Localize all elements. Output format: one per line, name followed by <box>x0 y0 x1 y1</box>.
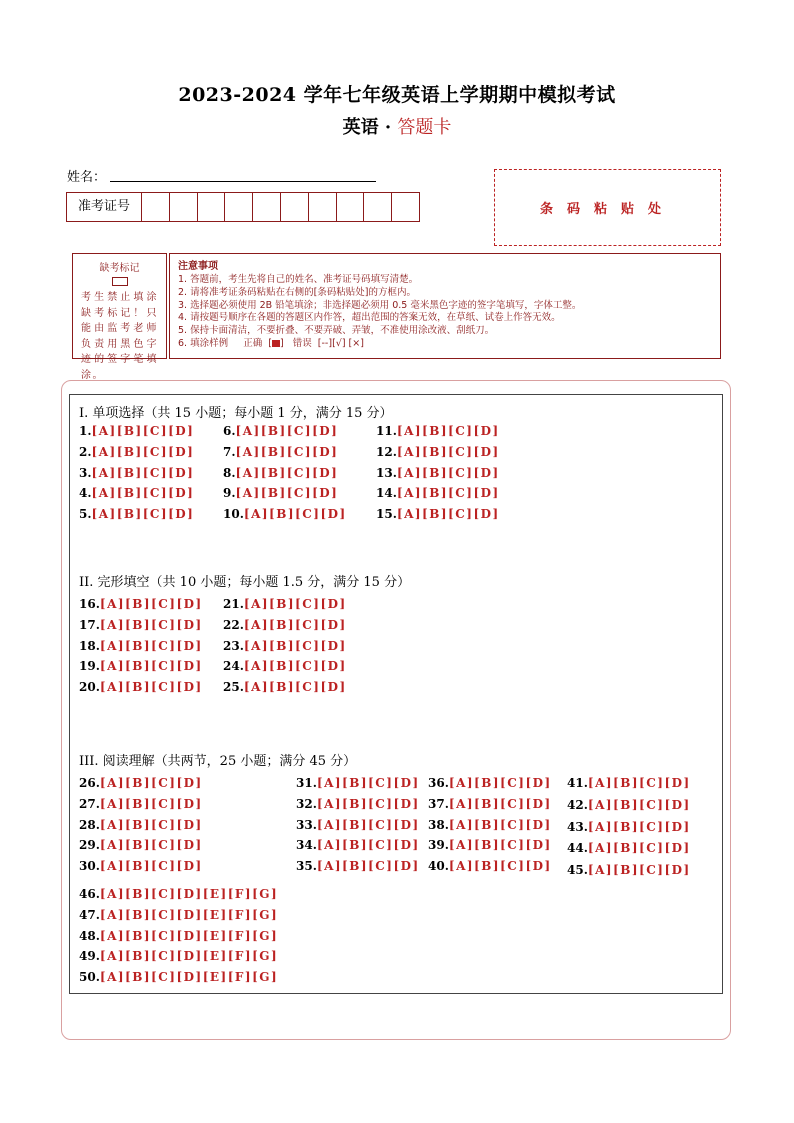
answer-options[interactable]: [A][B][C][D] <box>91 507 195 522</box>
question-item[interactable] <box>376 507 500 521</box>
subtitle-sep: · <box>378 117 398 138</box>
exam-number-cell[interactable] <box>392 193 419 221</box>
question-item[interactable] <box>223 680 347 694</box>
question-number: 47. <box>79 907 100 922</box>
question-number: 14. <box>376 486 397 501</box>
question-number: 33. <box>296 817 317 832</box>
exam-number-cell[interactable] <box>364 193 392 221</box>
question-item[interactable] <box>223 486 338 500</box>
exam-number-cell[interactable] <box>309 193 337 221</box>
answer-options[interactable]: [A][B][C][D] <box>316 817 420 832</box>
question-item[interactable] <box>79 618 203 632</box>
exam-number-cell[interactable] <box>170 193 198 221</box>
question-number: 45. <box>567 863 588 878</box>
answer-options[interactable]: [A][B][C][D] <box>99 776 203 790</box>
answer-options[interactable]: [A][B][C][D] <box>396 486 500 501</box>
answer-options[interactable]: [A][B][C][D] <box>99 859 203 874</box>
question-item[interactable] <box>223 639 347 653</box>
answer-options[interactable]: [A][B][C][D] <box>235 465 339 480</box>
note-item: 2. 请将准考证条码粘贴在右侧的[条码粘贴处]的方框内。 <box>178 286 416 298</box>
question-item[interactable] <box>567 863 691 877</box>
question-number: 19. <box>79 659 100 674</box>
question-number: 29. <box>79 838 100 853</box>
answer-options[interactable]: [A][B][C][D] <box>91 424 195 438</box>
question-number: 4. <box>79 486 92 501</box>
question-number: 44. <box>567 841 588 856</box>
answer-options[interactable]: [A][B][C][D] <box>235 486 339 501</box>
question-number: 39. <box>428 838 449 853</box>
question-number: 2. <box>79 444 92 459</box>
question-number: 32. <box>296 796 317 811</box>
question-item[interactable] <box>79 887 278 901</box>
answer-options[interactable]: [A][B][C][D] <box>243 638 347 653</box>
question-number: 25. <box>223 680 244 695</box>
question-number: 13. <box>376 465 397 480</box>
question-number: 35. <box>296 859 317 874</box>
question-number: 21. <box>223 597 244 611</box>
note-item: 5. 保持卡面清洁，不要折叠、不要弄破、弄皱，不准使用涂改液、刮纸刀。 <box>178 325 495 337</box>
question-item[interactable] <box>79 597 203 611</box>
answer-options[interactable]: [A][B][C][D] <box>587 776 691 790</box>
question-number: 11. <box>376 424 397 438</box>
answer-options[interactable]: [A][B][C][D] <box>448 838 552 853</box>
question-number: 16. <box>79 597 100 611</box>
question-number: 1. <box>79 424 92 438</box>
question-number: 17. <box>79 617 100 632</box>
question-number: 24. <box>223 659 244 674</box>
answer-options[interactable]: [A][B][C][D] <box>243 597 347 611</box>
question-item[interactable] <box>567 820 691 834</box>
question-number: 40. <box>428 859 449 874</box>
exam-number-cell[interactable] <box>142 193 170 221</box>
question-item[interactable] <box>296 818 420 832</box>
answer-options[interactable]: [A][B][C][D] <box>316 776 420 790</box>
question-item[interactable] <box>223 445 338 459</box>
answer-options[interactable]: [A][B][C][D] <box>91 444 195 459</box>
sample-label: 6. 填涂样例 <box>178 337 229 349</box>
wrong-label: 错误 <box>292 337 312 349</box>
answer-options[interactable]: [A][B][C][D][E][F][G] <box>99 907 279 922</box>
note-sample: 6. 填涂样例 正确 [ ] 错误 [--][√] [×] <box>178 337 364 349</box>
answer-options[interactable]: [A][B][C][D] <box>99 638 203 653</box>
question-number: 7. <box>223 444 236 459</box>
question-item[interactable] <box>79 486 194 500</box>
question-item[interactable] <box>223 597 347 611</box>
question-item[interactable] <box>428 797 552 811</box>
absent-text: 考生禁止填涂缺考标记！只能由监考老师负责用黑色字迹的签字笔填涂。 <box>81 292 158 381</box>
question-item[interactable] <box>567 798 691 812</box>
question-item[interactable] <box>79 929 278 943</box>
question-item[interactable] <box>79 838 203 852</box>
question-number: 6. <box>223 424 236 438</box>
absent-mark-box <box>72 253 167 381</box>
question-item[interactable] <box>79 776 203 790</box>
question-number: 22. <box>223 617 244 632</box>
question-number: 12. <box>376 444 397 459</box>
question-number: 9. <box>223 486 236 501</box>
question-item[interactable] <box>79 908 278 922</box>
answer-options[interactable]: [A][B][C][D] <box>235 424 339 438</box>
filled-sample-icon <box>272 340 280 347</box>
question-number: 18. <box>79 638 100 653</box>
question-item[interactable] <box>428 838 552 852</box>
question-item[interactable] <box>567 776 691 790</box>
subtitle-red: 答题卡 <box>397 117 452 138</box>
question-number: 31. <box>296 776 317 790</box>
answer-options[interactable]: [A][B][C][D] <box>396 444 500 459</box>
wrong-sample: [--][√] [×] <box>317 337 364 349</box>
correct-label: 正确 <box>243 337 263 349</box>
section-3-heading: III. 阅读理解（共两节，25 小题；满分 45 分） <box>79 754 357 769</box>
answer-options[interactable]: [A][B][C][D] <box>448 776 552 790</box>
question-item[interactable] <box>79 507 194 521</box>
question-item[interactable] <box>223 424 338 438</box>
question-item[interactable] <box>79 680 203 694</box>
question-number: 36. <box>428 776 449 790</box>
question-number: 42. <box>567 797 588 812</box>
question-number: 49. <box>79 949 100 964</box>
question-item[interactable] <box>296 776 420 790</box>
answer-options[interactable]: [A][B][C][D] <box>448 859 552 874</box>
answer-options[interactable]: [A][B][C][D] <box>243 507 347 522</box>
question-number: 41. <box>567 776 588 790</box>
answer-options[interactable]: [A][B][C][D][E][F][G] <box>99 970 279 985</box>
question-item[interactable] <box>376 486 500 500</box>
notes-box <box>169 253 721 359</box>
question-item[interactable] <box>296 838 420 852</box>
question-item[interactable] <box>79 639 203 653</box>
question-item[interactable] <box>223 618 347 632</box>
exam-number-cell[interactable] <box>225 193 253 221</box>
question-item[interactable] <box>296 797 420 811</box>
subtitle-main: 英语 <box>342 117 379 138</box>
barcode-area: 条码粘贴处 <box>494 169 721 246</box>
answer-options[interactable]: [A][B][C][D] <box>316 859 420 874</box>
question-item[interactable] <box>223 466 338 480</box>
exam-number-cell[interactable] <box>198 193 226 221</box>
answer-options[interactable]: [A][B][C][D] <box>99 796 203 811</box>
note-item: 1. 答题前，考生先将自己的姓名、准考证号码填写清楚。 <box>178 274 419 285</box>
question-number: 27. <box>79 796 100 811</box>
section-1-heading: I. 单项选择（共 15 小题；每小题 1 分，满分 15 分） <box>79 406 393 421</box>
answer-options[interactable]: [A][B][C][D] <box>243 680 347 695</box>
name-field[interactable] <box>110 181 376 182</box>
question-item[interactable] <box>79 859 203 873</box>
page-title: 2023-2024 学年七年级英语上学期期中模拟考试 <box>178 84 616 106</box>
question-item[interactable] <box>79 818 203 832</box>
answer-options[interactable]: [A][B][C][D] <box>587 863 691 878</box>
absent-checkbox[interactable] <box>112 277 128 286</box>
notes-title: 注意事项 <box>178 261 218 272</box>
question-number: 8. <box>223 465 236 480</box>
exam-number-label: 准考证号 <box>67 193 142 221</box>
question-item[interactable] <box>428 859 552 873</box>
question-item[interactable] <box>428 818 552 832</box>
question-number: 50. <box>79 970 100 985</box>
question-item[interactable] <box>223 507 347 521</box>
question-number: 43. <box>567 819 588 834</box>
exam-number-cell[interactable] <box>337 193 365 221</box>
section-2-heading: II. 完形填空（共 10 小题；每小题 1.5 分，满分 15 分） <box>79 575 411 590</box>
exam-number-cell[interactable] <box>253 193 281 221</box>
question-number: 37. <box>428 796 449 811</box>
answer-options[interactable]: [A][B][C][D] <box>91 486 195 501</box>
answer-options[interactable]: [A][B][C][D] <box>99 817 203 832</box>
question-number: 10. <box>223 507 244 522</box>
answer-options[interactable]: [A][B][C][D] <box>396 465 500 480</box>
question-item[interactable] <box>79 949 278 963</box>
question-number: 23. <box>223 638 244 653</box>
answer-options[interactable]: [A][B][C][D][E][F][G] <box>99 928 279 943</box>
answer-options[interactable]: [A][B][C][D] <box>448 796 552 811</box>
question-number: 30. <box>79 859 100 874</box>
question-item[interactable] <box>296 859 420 873</box>
question-number: 38. <box>428 817 449 832</box>
question-item[interactable] <box>376 466 500 480</box>
page-subtitle <box>0 113 794 139</box>
question-number: 26. <box>79 776 100 790</box>
answer-options[interactable]: [A][B][C][D] <box>235 444 339 459</box>
answer-options[interactable]: [A][B][C][D] <box>587 841 691 856</box>
answer-options[interactable]: [A][B][C][D] <box>91 465 195 480</box>
answer-options[interactable]: [A][B][C][D] <box>587 819 691 834</box>
question-item[interactable] <box>223 659 347 673</box>
question-number: 3. <box>79 465 92 480</box>
question-number: 5. <box>79 507 92 522</box>
question-item[interactable] <box>79 445 194 459</box>
answer-options[interactable]: [A][B][C][D] <box>99 838 203 853</box>
question-item[interactable] <box>79 424 194 438</box>
exam-number-grid <box>66 192 420 222</box>
answer-options[interactable]: [A][B][C][D] <box>316 838 420 853</box>
answer-options[interactable]: [A][B][C][D] <box>243 659 347 674</box>
question-item[interactable] <box>376 424 500 438</box>
question-item[interactable] <box>79 797 203 811</box>
question-item[interactable] <box>79 970 278 984</box>
question-item[interactable] <box>79 466 194 480</box>
name-label: 姓名： <box>67 170 107 185</box>
question-number: 48. <box>79 928 100 943</box>
question-item[interactable] <box>428 776 552 790</box>
answer-options[interactable]: [A][B][C][D] <box>587 797 691 812</box>
question-item[interactable] <box>376 445 500 459</box>
answer-options[interactable]: [A][B][C][D] <box>396 424 500 438</box>
absent-title: 缺考标记 <box>99 263 140 274</box>
answer-options[interactable]: [A][B][C][D] <box>99 680 203 695</box>
question-number: 20. <box>79 680 100 695</box>
answer-options[interactable]: [A][B][C][D] <box>396 507 500 522</box>
question-number: 28. <box>79 817 100 832</box>
question-item[interactable] <box>79 659 203 673</box>
answer-options[interactable]: [A][B][C][D] <box>316 796 420 811</box>
exam-number-cell[interactable] <box>281 193 309 221</box>
answer-options[interactable]: [A][B][C][D] <box>99 617 203 632</box>
note-item: 4. 请按题号顺序在各题的答题区内作答，超出范围的答案无效，在草纸、试卷上作答无效。 <box>178 312 561 324</box>
question-number: 15. <box>376 507 397 522</box>
note-item: 3. 选择题必须使用 2B 铅笔填涂；非选择题必须用 0.5 毫米黑色字迹的签字笔填写，字体工整。 <box>178 299 582 311</box>
question-item[interactable] <box>567 841 691 855</box>
answer-options[interactable]: [A][B][C][D] <box>99 597 203 611</box>
answer-options[interactable]: [A][B][C][D][E][F][G] <box>99 949 279 964</box>
answer-options[interactable]: [A][B][C][D][E][F][G] <box>99 887 279 901</box>
question-number: 34. <box>296 838 317 853</box>
answer-options[interactable]: [A][B][C][D] <box>243 617 347 632</box>
answer-options[interactable]: [A][B][C][D] <box>99 659 203 674</box>
question-number: 46. <box>79 887 100 901</box>
answer-options[interactable]: [A][B][C][D] <box>448 817 552 832</box>
